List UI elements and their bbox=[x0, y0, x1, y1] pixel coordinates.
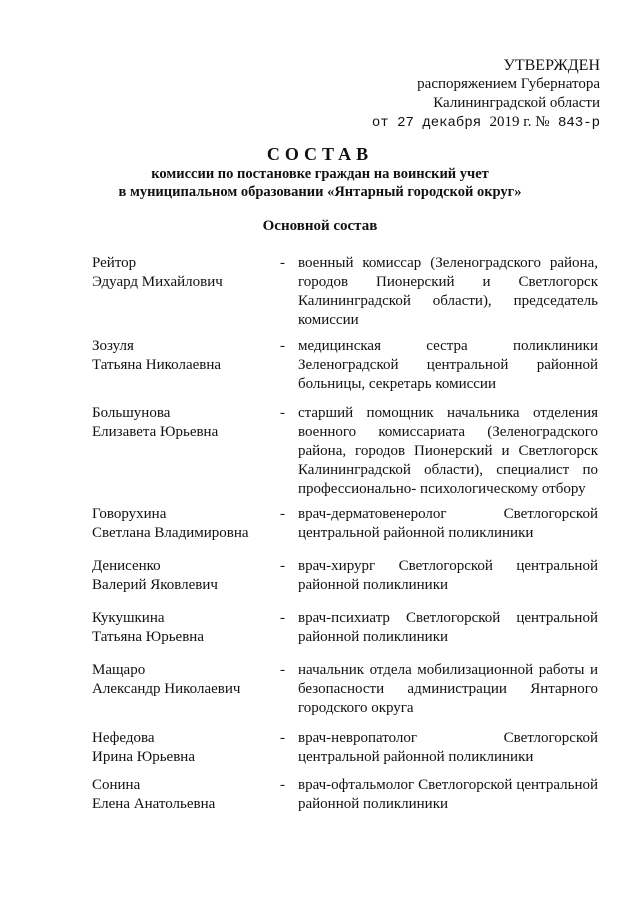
member-given-name: Эдуард Михайлович bbox=[92, 274, 223, 290]
member-given-name: Александр Николаевич bbox=[92, 681, 241, 697]
date-day-month: 27 декабря bbox=[397, 115, 482, 131]
member-role: военный комиссар (Зеленоградского района, городов Пионерский и Светлогорск Калининградской области), председатель комиссии bbox=[298, 255, 598, 328]
member-surname: Зозуля bbox=[92, 338, 134, 354]
member-role: врач-невропатолог Светлогорской центральной районной поликлиники bbox=[298, 730, 598, 765]
heading-line-1: комиссии по постановке граждан на воинский учет bbox=[151, 166, 489, 182]
member-dash: - bbox=[280, 662, 285, 678]
member-name bbox=[92, 404, 272, 442]
member-surname: Говорухина bbox=[92, 506, 167, 522]
member-name bbox=[92, 505, 272, 543]
order-number: 843-р bbox=[557, 115, 600, 131]
member-given-name: Татьяна Юрьевна bbox=[92, 629, 204, 645]
member-dash: - bbox=[280, 610, 285, 626]
member-given-name: Татьяна Николаевна bbox=[92, 357, 222, 373]
member-given-name: Елена Анатольевна bbox=[92, 796, 216, 812]
member-role: медицинская сестра поликлиники Зеленоградской центральной районной больницы, секретарь комиссии bbox=[298, 338, 598, 392]
approval-stamp bbox=[340, 56, 600, 133]
member-given-name: Елизавета Юрьевна bbox=[92, 424, 219, 440]
document-title: СОСТАВ bbox=[266, 144, 374, 164]
member-dash: - bbox=[280, 405, 285, 421]
member-given-name: Валерий Яковлевич bbox=[92, 577, 218, 593]
member-surname: Рейтор bbox=[92, 255, 137, 271]
member-surname: Мащаро bbox=[92, 662, 146, 678]
member-name bbox=[92, 729, 272, 767]
approval-line-1: распоряжением Губернатора bbox=[417, 76, 600, 92]
document-heading bbox=[0, 143, 640, 201]
date-prefix: от bbox=[371, 115, 389, 131]
member-name bbox=[92, 557, 272, 595]
member-dash: - bbox=[280, 558, 285, 574]
member-role: врач-хирург Светлогорской центральной районной поликлиники bbox=[298, 558, 598, 593]
member-given-name: Ирина Юрьевна bbox=[92, 749, 195, 765]
approval-date-line bbox=[340, 113, 600, 133]
member-surname: Сонина bbox=[92, 777, 141, 793]
member-role: врач-дерматовенеролог Светлогорской центральной районной поликлиники bbox=[298, 506, 598, 541]
approval-title: УТВЕРЖДЕН bbox=[503, 57, 600, 74]
member-name bbox=[92, 776, 272, 814]
member-name bbox=[92, 609, 272, 647]
section-title: Основной состав bbox=[262, 218, 378, 234]
member-surname: Нефедова bbox=[92, 730, 155, 746]
member-dash: - bbox=[280, 255, 285, 271]
member-role: начальник отдела мобилизационной работы и безопасности администрации Янтарного городского округа bbox=[298, 662, 598, 716]
date-year: 2019 г. № bbox=[489, 114, 550, 130]
member-dash: - bbox=[280, 730, 285, 746]
member-dash: - bbox=[280, 506, 285, 522]
member-surname: Большунова bbox=[92, 405, 171, 421]
heading-line-2: в муниципальном образовании «Янтарный городской округ» bbox=[118, 184, 522, 200]
member-surname: Денисенко bbox=[92, 558, 161, 574]
member-given-name: Светлана Владимировна bbox=[92, 525, 249, 541]
member-name bbox=[92, 661, 272, 699]
approval-line-2: Калининградской области bbox=[433, 95, 600, 111]
member-surname: Кукушкина bbox=[92, 610, 165, 626]
member-name bbox=[92, 254, 272, 292]
member-name bbox=[92, 337, 272, 375]
member-role: врач-офтальмолог Светлогорской центральной районной поликлиники bbox=[298, 777, 598, 812]
member-role: врач-психиатр Светлогорской центральной районной поликлиники bbox=[298, 610, 598, 645]
member-role: старший помощник начальника отделения военного комиссариата (Зеленоградского района, городов Пионерский и Светлогорск Калининградской области), специалист по профессионально- психологическому отбору bbox=[298, 405, 598, 497]
member-dash: - bbox=[280, 777, 285, 793]
member-dash: - bbox=[280, 338, 285, 354]
